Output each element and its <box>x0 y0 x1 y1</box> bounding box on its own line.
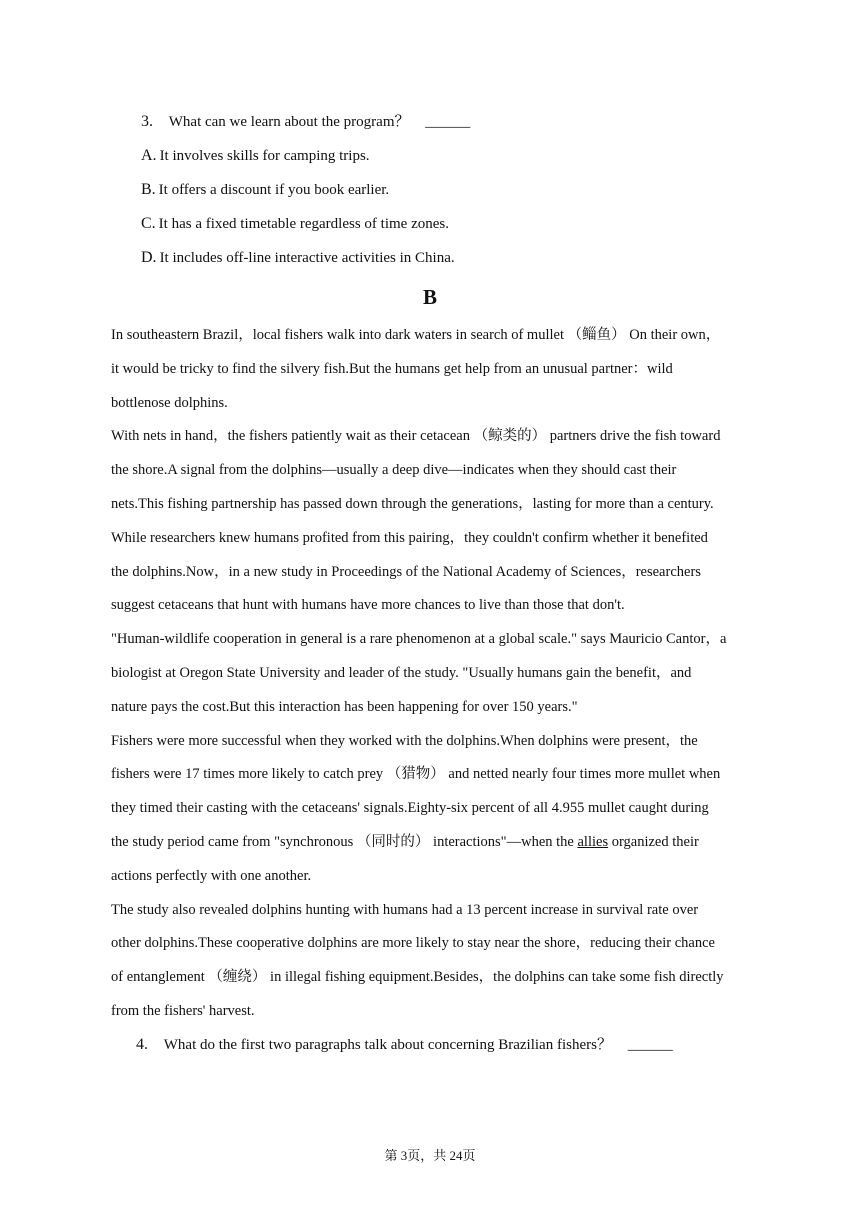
passage-line: biologist at Oregon State University and leader of the study. "Usually humans gain the benefit，and <box>111 664 692 681</box>
option-letter: D. <box>141 249 157 266</box>
question-number: 4. <box>136 1036 148 1053</box>
passage-line: With nets in hand，the fishers patiently wait as their cetacean （鲸类的） partners drive the fish toward <box>111 428 721 445</box>
passage-line: actions perfectly with one another. <box>111 867 312 884</box>
passage-line: In southeastern Brazil，local fishers walk into dark waters in search of mullet （鲻鱼） On their own， <box>111 327 721 343</box>
question-4 <box>136 1033 776 1067</box>
option-text: It involves skills for camping trips. <box>159 148 370 164</box>
question-text: What do the first two paragraphs talk about concerning Brazilian fishers？ <box>163 1037 612 1053</box>
option-letter: A. <box>141 147 157 164</box>
passage-line: of entanglement （缠绕） in illegal fishing equipment.Besides，the dolphins can take some fish directly <box>111 969 724 986</box>
passage-line: "Human-wildlife cooperation in general is a rare phenomenon at a global scale." says Mauricio Cantor，a <box>111 631 727 648</box>
answer-blank: ______ <box>425 114 471 130</box>
underlined-word: allies <box>577 833 609 850</box>
passage-line: bottlenose dolphins. <box>111 394 228 411</box>
passage-line: Fishers were more successful when they worked with the dolphins.When dolphins were present，the <box>111 732 698 749</box>
passage-line: the dolphins.Now，in a new study in Proceedings of the National Academy of Sciences，researchers <box>111 563 701 580</box>
option-a <box>141 144 781 178</box>
option-text: It includes off-line interactive activities in China. <box>159 250 455 266</box>
question-number: 3. <box>141 113 153 130</box>
option-b <box>141 178 781 212</box>
option-c <box>141 212 781 246</box>
passage-line: it would be tricky to find the silvery fish.But the humans get help from an unusual partner：wild <box>111 360 673 377</box>
question-4-stem <box>136 1033 776 1067</box>
question-3-stem <box>141 110 781 144</box>
option-text: It has a fixed timetable regardless of time zones. <box>158 216 449 232</box>
option-letter: C. <box>141 215 156 232</box>
question-text: What can we learn about the program？ <box>168 114 410 130</box>
page-footer: 第 3页，共 24页 <box>384 1148 476 1163</box>
passage-line: fishers were 17 times more likely to catch prey （猎物） and netted nearly four times more mullet when <box>111 766 721 783</box>
passage-line: the shore.A signal from the dolphins—usually a deep dive—indicates when they should cast their <box>111 462 677 479</box>
line-text: the study period came from "synchronous （同时的） interactions"—when the <box>111 833 578 850</box>
option-d <box>141 246 781 280</box>
passage-line <box>111 829 756 863</box>
option-text: It offers a discount if you book earlier. <box>158 182 390 198</box>
passage-line: The study also revealed dolphins hunting with humans had a 13 percent increase in survival rate over <box>111 901 699 918</box>
option-letter: B. <box>141 181 156 198</box>
passage-line: other dolphins.These cooperative dolphins are more likely to stay near the shore，reducing their chance <box>111 935 715 952</box>
passage-line: nature pays the cost.But this interaction has been happening for over 150 years." <box>111 698 578 715</box>
answer-blank: ______ <box>627 1037 673 1053</box>
passage-line: they timed their casting with the cetaceans' signals.Eighty-six percent of all 4.955 mullet caught during <box>111 800 709 817</box>
passage-line: suggest cetaceans that hunt with humans have more chances to live than those that don't. <box>111 597 625 614</box>
passage-line: from the fishers' harvest. <box>111 1002 255 1019</box>
section-title: B <box>422 285 437 309</box>
question-3 <box>141 110 781 280</box>
passage-line: nets.This fishing partnership has passed down through the generations，lasting for more than a century. <box>111 495 714 512</box>
line-text: organized their <box>608 833 699 850</box>
reading-passage <box>111 322 756 1032</box>
passage-line: While researchers knew humans profited from this pairing，they couldn't confirm whether it benefited <box>111 529 708 546</box>
